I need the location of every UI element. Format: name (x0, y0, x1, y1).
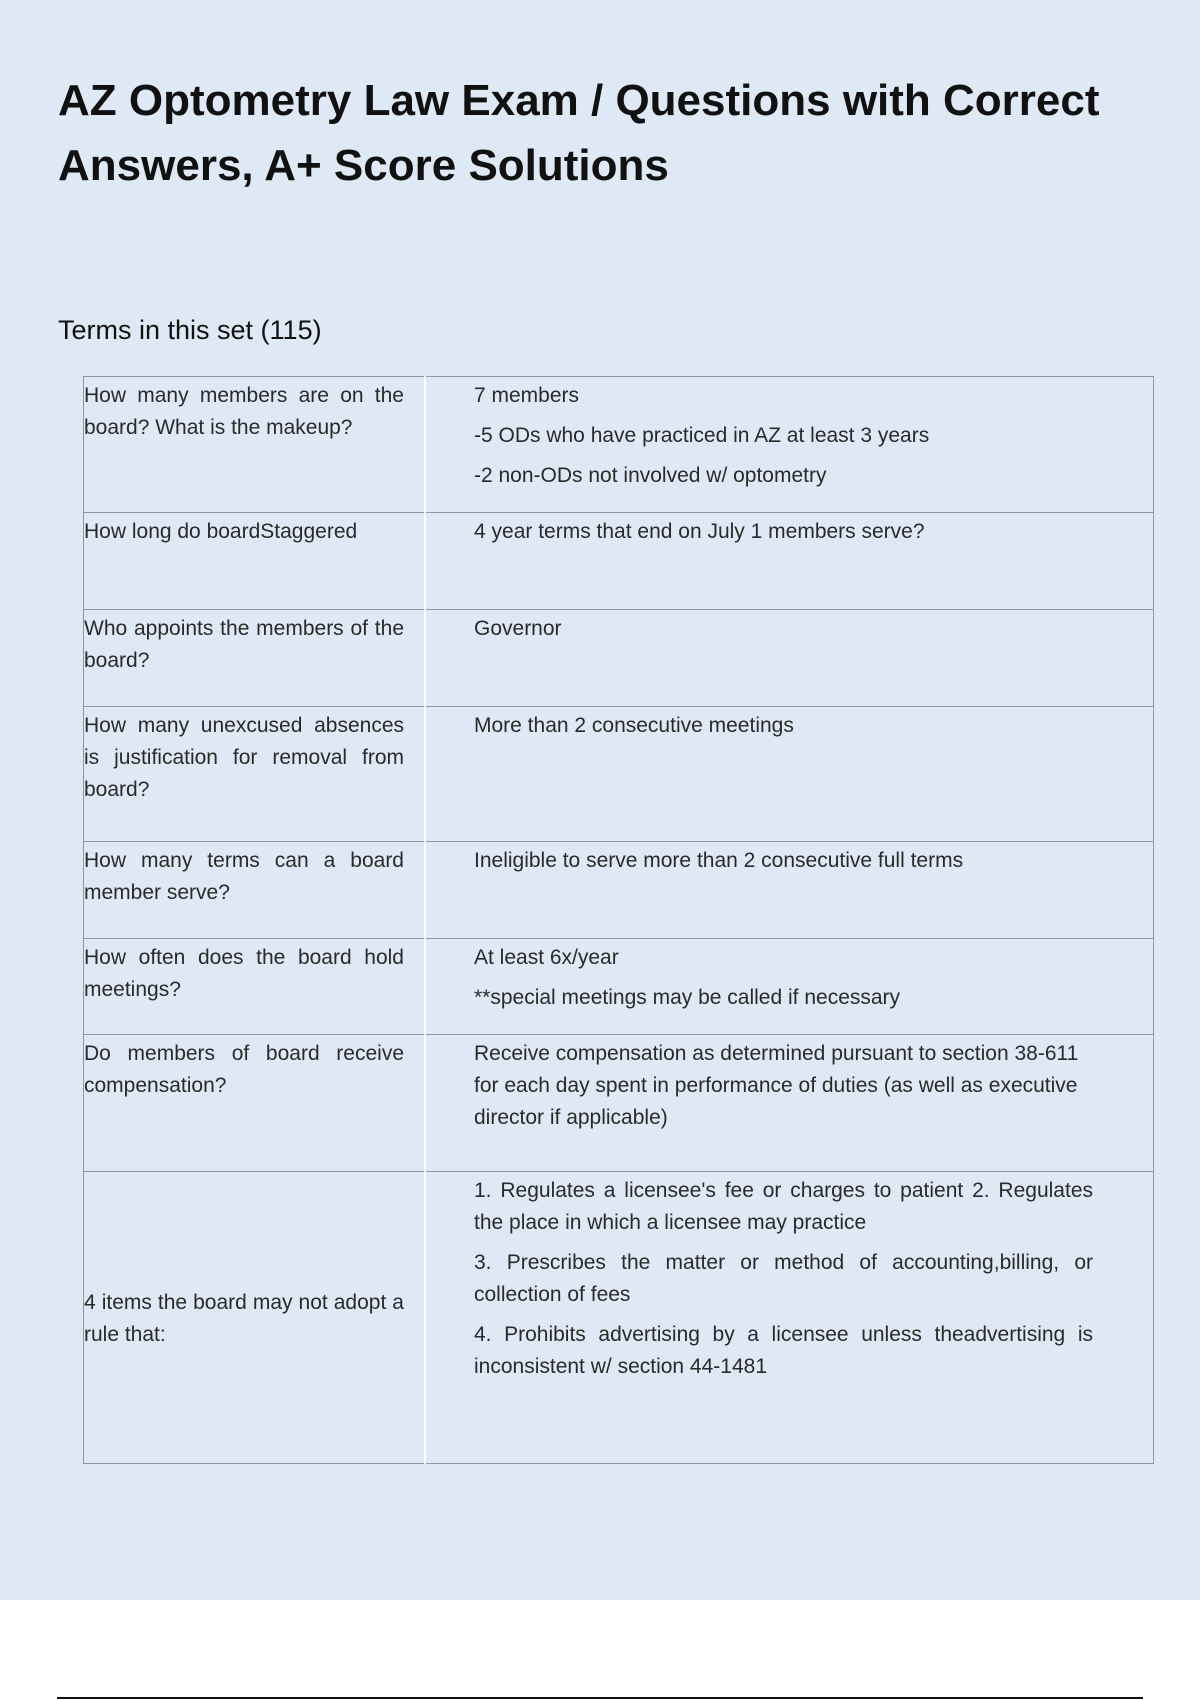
term-row (84, 610, 1154, 707)
term-question: How often does the board hold meetings? (84, 939, 426, 1035)
term-question: How many unexcused absences is justification for removal from board? (84, 707, 426, 842)
term-row (84, 513, 1154, 610)
answer-line: Governor (474, 617, 562, 640)
answer-line: -5 ODs who have practiced in AZ at least 3 years (474, 424, 930, 447)
term-question: Who appoints the members of the board? (84, 610, 426, 707)
term-answer (425, 1035, 1154, 1172)
answer-line: 4 year terms that end on July 1 members serve? (474, 520, 925, 543)
answer-line: Ineligible to serve more than 2 consecutive full terms (474, 849, 964, 872)
term-row (84, 842, 1154, 939)
term-row (84, 377, 1154, 513)
term-question: How many members are on the board? What is the makeup? (84, 377, 426, 513)
term-answer (425, 377, 1154, 513)
term-question: How long do boardStaggered (84, 513, 426, 610)
term-row (84, 1035, 1154, 1172)
document-title: AZ Optometry Law Exam / Questions with Correct Answers, A+ Score Solutions (58, 76, 1100, 190)
terms-heading: Terms in this set (115) (58, 315, 322, 345)
term-answer (425, 939, 1154, 1035)
answer-line: -2 non-ODs not involved w/ optometry (474, 464, 827, 487)
answer-line: More than 2 consecutive meetings (474, 714, 794, 737)
term-question: 4 items the board may not adopt a rule that: (84, 1172, 426, 1464)
footer-divider (57, 1697, 1143, 1699)
terms-table (83, 376, 1154, 1464)
term-answer (425, 842, 1154, 939)
answer-line: 4. Prohibits advertising by a licensee unless theadvertising is inconsistent w/ section 44-1481 (474, 1323, 1093, 1378)
answer-line: At least 6x/year (474, 946, 619, 969)
term-question: How many terms can a board member serve? (84, 842, 426, 939)
term-answer (425, 1172, 1154, 1464)
term-answer (425, 707, 1154, 842)
answer-line: **special meetings may be called if necessary (474, 986, 901, 1009)
answer-line: 1. Regulates a licensee's fee or charges to patient 2. Regulates the place in which a licensee may practice (474, 1179, 1093, 1234)
term-question: Do members of board receive compensation? (84, 1035, 426, 1172)
term-answer (425, 513, 1154, 610)
term-row (84, 939, 1154, 1035)
answer-line: 3. Prescribes the matter or method of accounting,billing, or collection of fees (474, 1251, 1093, 1306)
answer-line: 7 members (474, 384, 580, 407)
term-answer (425, 610, 1154, 707)
answer-line: Receive compensation as determined pursuant to section 38-611 for each day spent in performance of duties (as well as executive director if applicable) (474, 1042, 1079, 1129)
term-row (84, 707, 1154, 842)
term-row (84, 1172, 1154, 1464)
